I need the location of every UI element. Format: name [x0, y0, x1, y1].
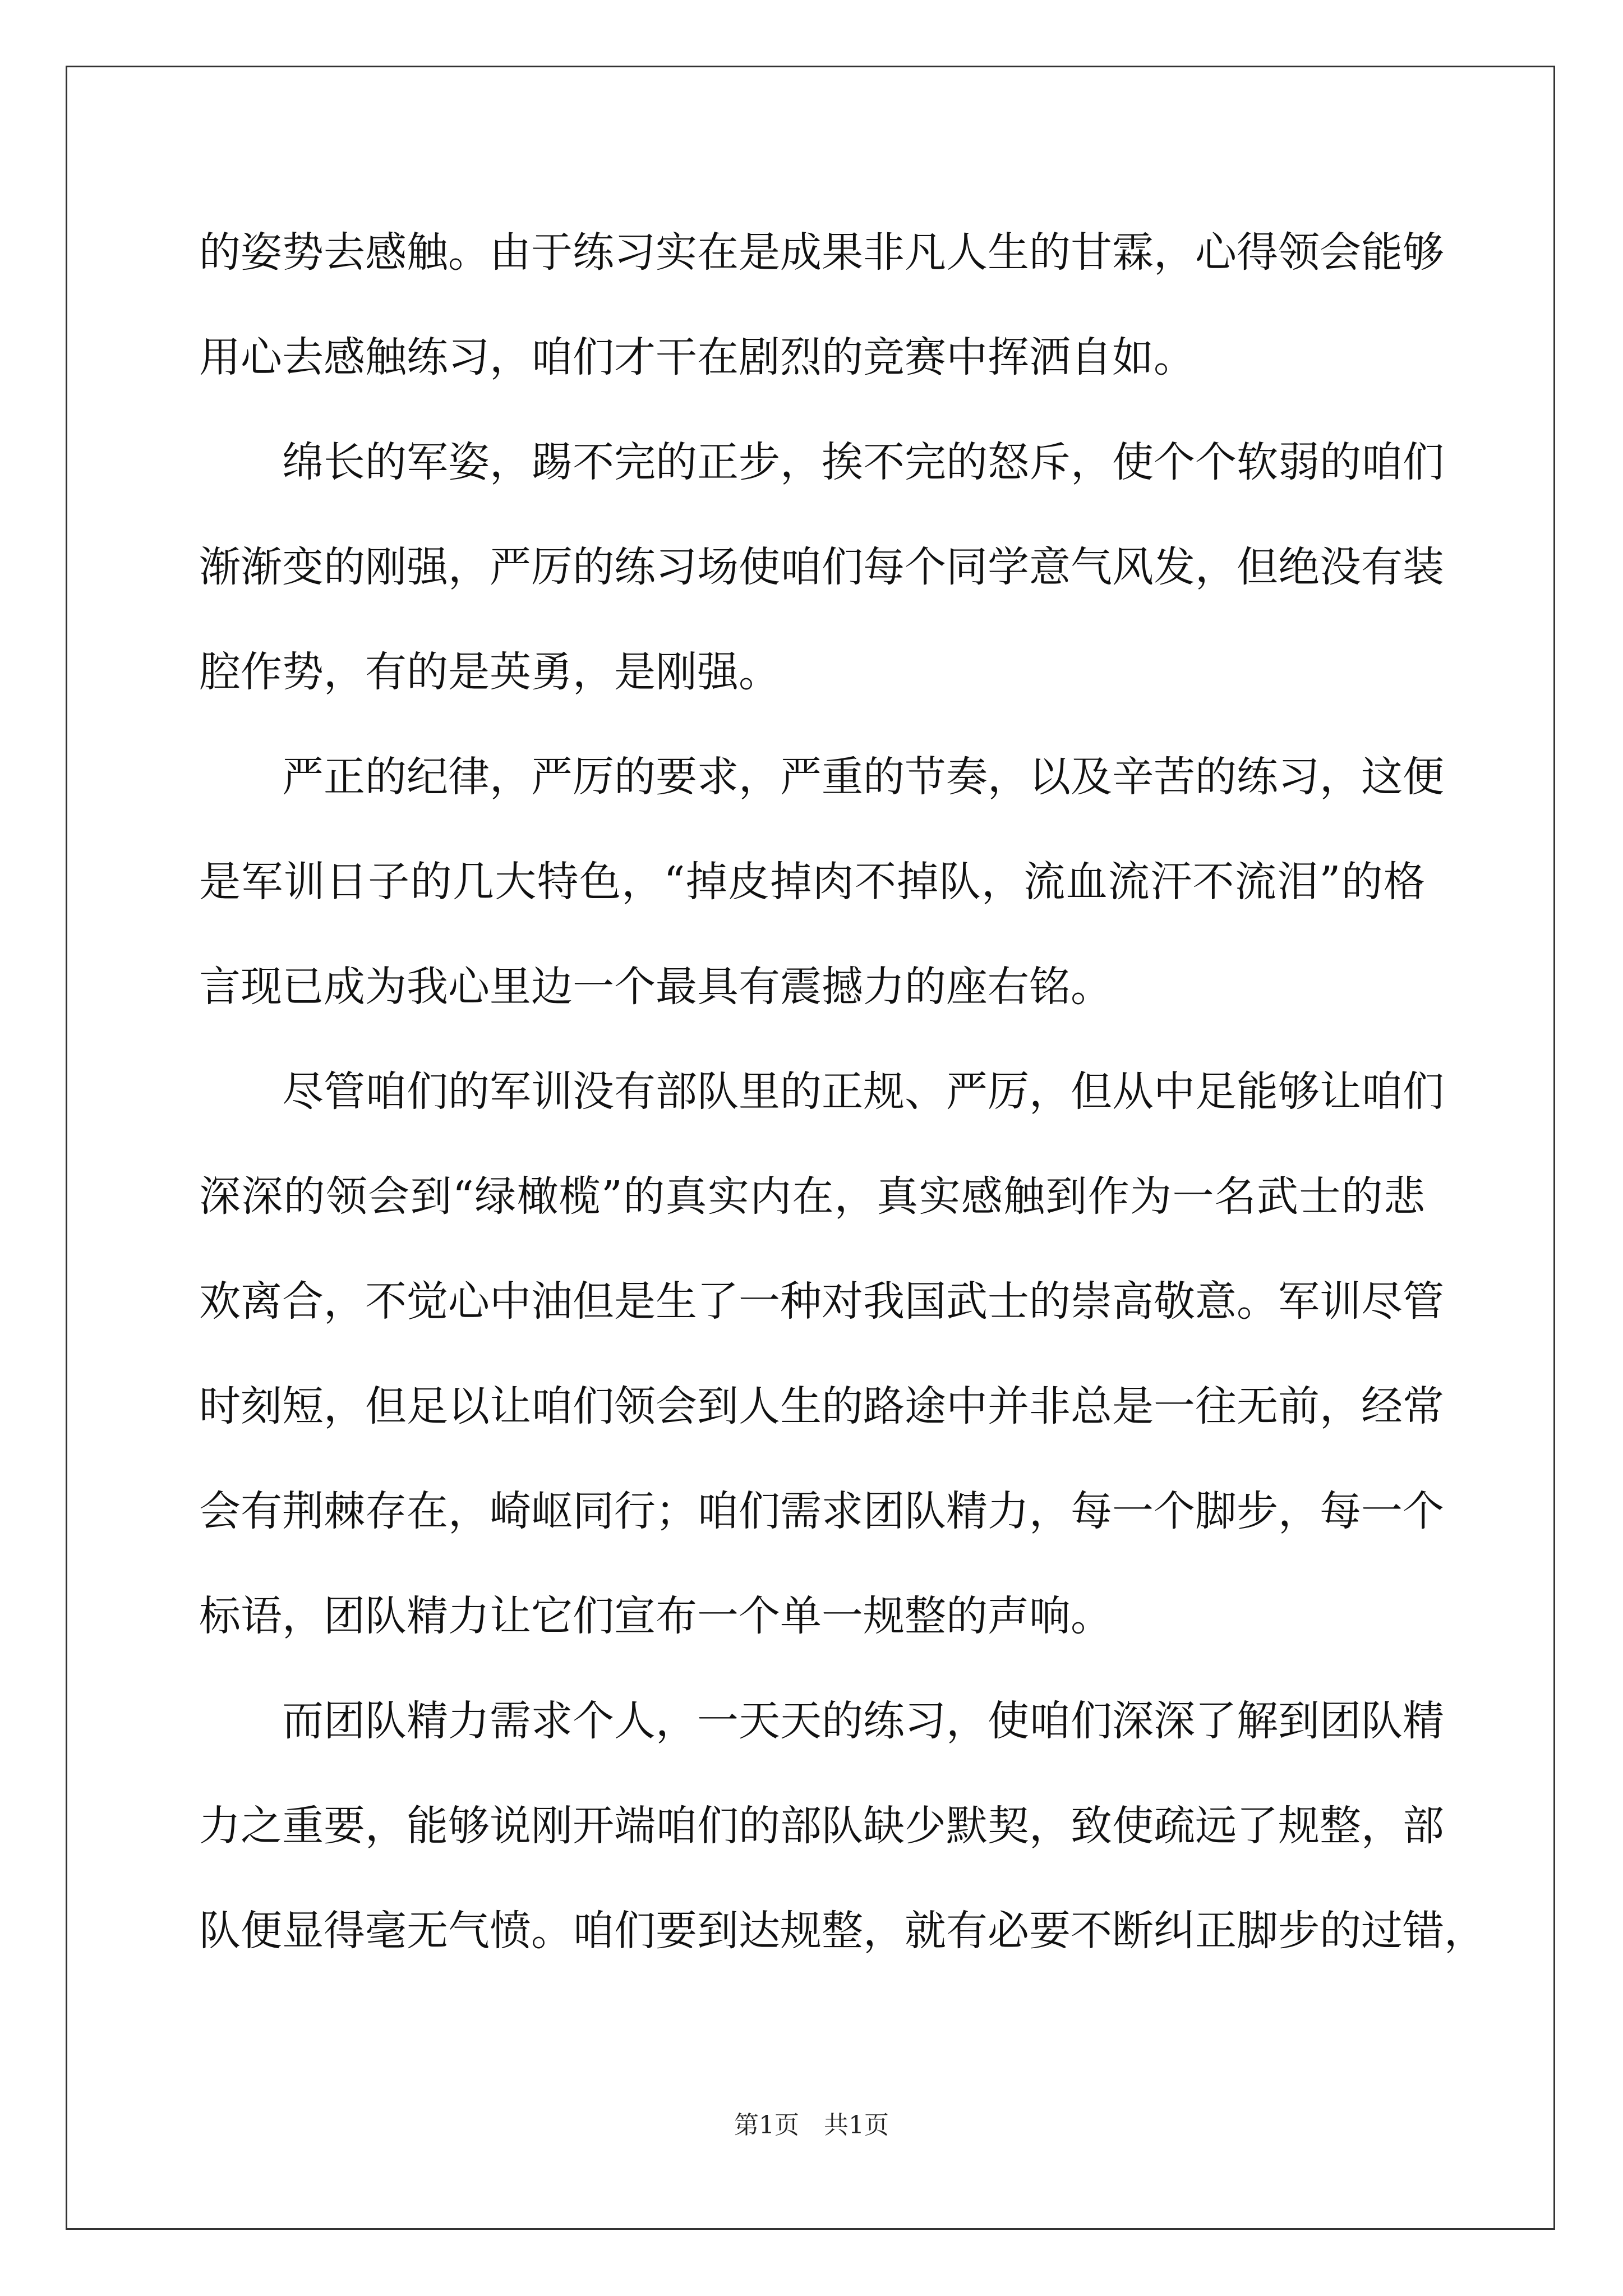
- text-line: 标语，团队精力让它们宣布一个单一规整的声响。: [199, 1592, 1112, 1640]
- text-line: 力之重要，能够说刚开端咱们的部队缺少默契，致使疏远了规整，部: [199, 1802, 1444, 1850]
- document-body: [199, 219, 1486, 2002]
- text-line: 尽管咱们的军训没有部队里的正规、严厉，但从中足能够让咱们: [282, 1068, 1444, 1116]
- text-line: 时刻短，但足以让咱们领会到人生的路途中并非总是一往无前，经常: [199, 1382, 1444, 1430]
- text-line: 是军训日子的几大特色，“掉皮掉肉不掉队，流血流汗不流泪”的格: [199, 858, 1425, 906]
- text-line: 绵长的军姿，踢不完的正步，挨不完的怒斥，使个个软弱的咱们: [282, 438, 1444, 486]
- text-line: 用心去感触练习，咱们才干在剧烈的竞赛中挥洒自如。: [199, 333, 1195, 381]
- text-line: 深深的领会到“绿橄榄”的真实内在，真实感触到作为一名武士的悲: [199, 1172, 1425, 1221]
- text-line: 队便显得毫无气愤。咱们要到达规整，就有必要不断纠正脚步的过错，: [199, 1907, 1486, 1955]
- text-line: 欢离合，不觉心中油但是生了一种对我国武士的崇高敬意。军训尽管: [199, 1277, 1444, 1326]
- text-line: 的姿势去感触。由于练习实在是成果非凡人生的甘霖，心得领会能够: [199, 228, 1444, 277]
- text-line: 会有荆棘存在，崎岖同行；咱们需求团队精力，每一个脚步，每一个: [199, 1487, 1444, 1535]
- text-line: 腔作势，有的是英勇，是刚强。: [199, 648, 780, 696]
- text-line: 而团队精力需求个人，一天天的练习，使咱们深深了解到团队精: [282, 1697, 1444, 1745]
- text-line: 言现已成为我心里边一个最具有震撼力的座右铭。: [199, 963, 1112, 1011]
- text-line: 渐渐变的刚强，严厉的练习场使咱们每个同学意气风发，但绝没有装: [199, 543, 1444, 591]
- page-footer: 第1页 共1页: [734, 2111, 889, 2139]
- text-line: 严正的纪律，严厉的要求，严重的节奏，以及辛苦的练习，这便: [282, 753, 1444, 801]
